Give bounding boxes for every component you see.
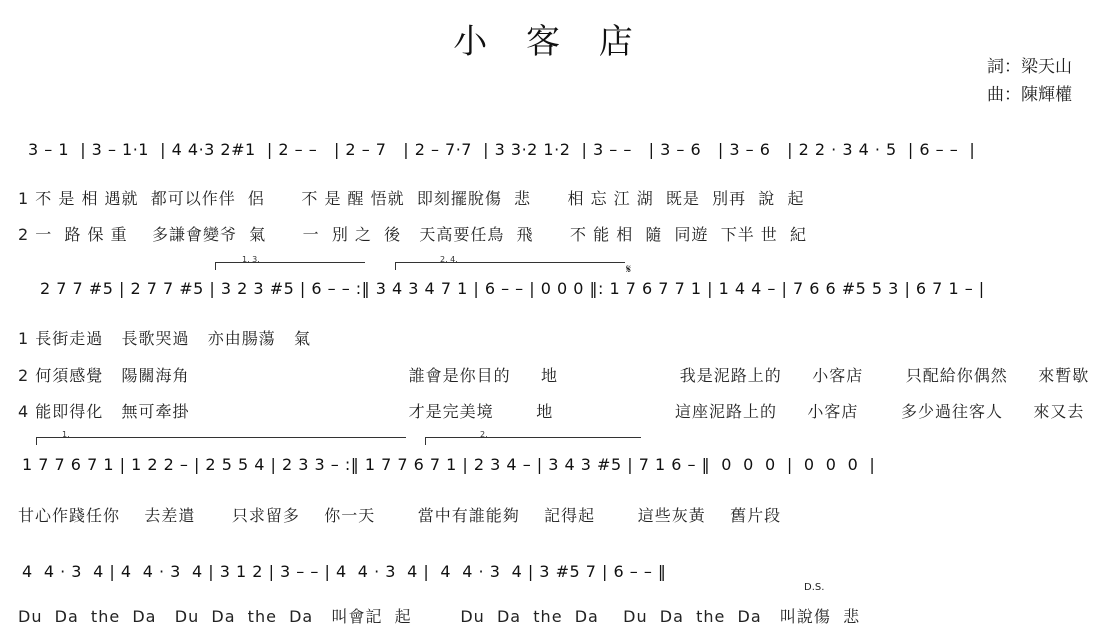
volta-label-1: 1. 3. <box>242 255 260 264</box>
volta-label-3: 1. <box>62 430 70 439</box>
volta-bracket-2 <box>395 262 625 263</box>
lyric-line-2-verse1: 1 長街走過 長歌哭過 亦由腸蕩 氣 <box>18 329 312 348</box>
volta-bracket-4 <box>425 437 641 438</box>
lyric-line-1-verse1: 1 不 是 相 遇就 都可以作伴 侶 不 是 醒 悟就 即刻擺脫傷 悲 相 忘 江 湖 既是 別再 說 起 <box>18 189 805 208</box>
lyricist-credit: 詞：梁天山 <box>987 57 1072 77</box>
segno-sign: 𝄋 <box>626 262 632 276</box>
volta-tick <box>36 437 37 445</box>
staff-line-4: 4 4 · 3 4 | 4 4 · 3 4 | 3 1 2 | 3 – – | 4 4 · 3 4 | 4 4 · 3 4 | 3 #5 7 | 6 – – ‖ <box>22 562 667 581</box>
volta-bracket-1 <box>215 262 365 263</box>
volta-label-2: 2. 4. <box>440 255 458 264</box>
staff-line-1: 3 – 1 | 3 – 1·1 | 4 4·3 2#1 | 2 – – | 2 – 7 | 2 – 7·7 | 3 3·2 1·2 | 3 – – | 3 – 6 | 3 – 6 | 2 2 · 3 4 · 5 | 6 – – | <box>28 140 976 159</box>
volta-tick <box>395 262 396 270</box>
staff-line-2: 2 7 7 #5 | 2 7 7 #5 | 3 2 3 #5 | 6 – – :‖ 3 4 3 4 7 1 | 6 – – | 0 0 0 ‖: 1 7 6 7 7 1 | 1 4 4 – | 7 6 6 #5 5 3 | 6 7 1 – | <box>40 279 985 298</box>
volta-label-4: 2. <box>480 430 488 439</box>
volta-tick <box>425 437 426 445</box>
song-title: 小 客 店 <box>453 22 647 62</box>
volta-bracket-3 <box>36 437 406 438</box>
lyric-line-1-verse2: 2 一 路 保 重 多謙會變爷 氣 一 別 之 後 天高要任鳥 飛 不 能 相 隨 同遊 下半 世 紀 <box>18 225 807 244</box>
ds-marking: D.S. <box>804 582 825 593</box>
lyric-line-3: 甘心作踐任你 去差遣 只求留多 你一天 當中有誰能夠 記得起 這些灰黃 舊片段 <box>18 506 782 525</box>
lyric-line-4: Du Da the Da Du Da the Da 叫會記 起 Du Da the Da Du Da the Da 叫說傷 悲 <box>18 607 861 626</box>
volta-tick <box>215 262 216 270</box>
lyric-line-2-verse4: 4 能即得化 無可牽掛 才是完美境 地 這座泥路上的 小客店 多少過往客人 來又去 <box>18 402 1085 421</box>
composer-credit: 曲：陳輝權 <box>987 85 1072 105</box>
staff-line-3: 1 7 7 6 7 1 | 1 2 2 – | 2 5 5 4 | 2 3 3 – :‖ 1 7 7 6 7 1 | 2 3 4 – | 3 4 3 #5 | 7 1 6 – ‖ 0 0 0 | 0 0 0 | <box>22 455 876 474</box>
lyric-line-2-verse2: 2 何須感覺 陽關海角 誰會是你目的 地 我是泥路上的 小客店 只配給你偶然 來暫歇 <box>18 366 1090 385</box>
